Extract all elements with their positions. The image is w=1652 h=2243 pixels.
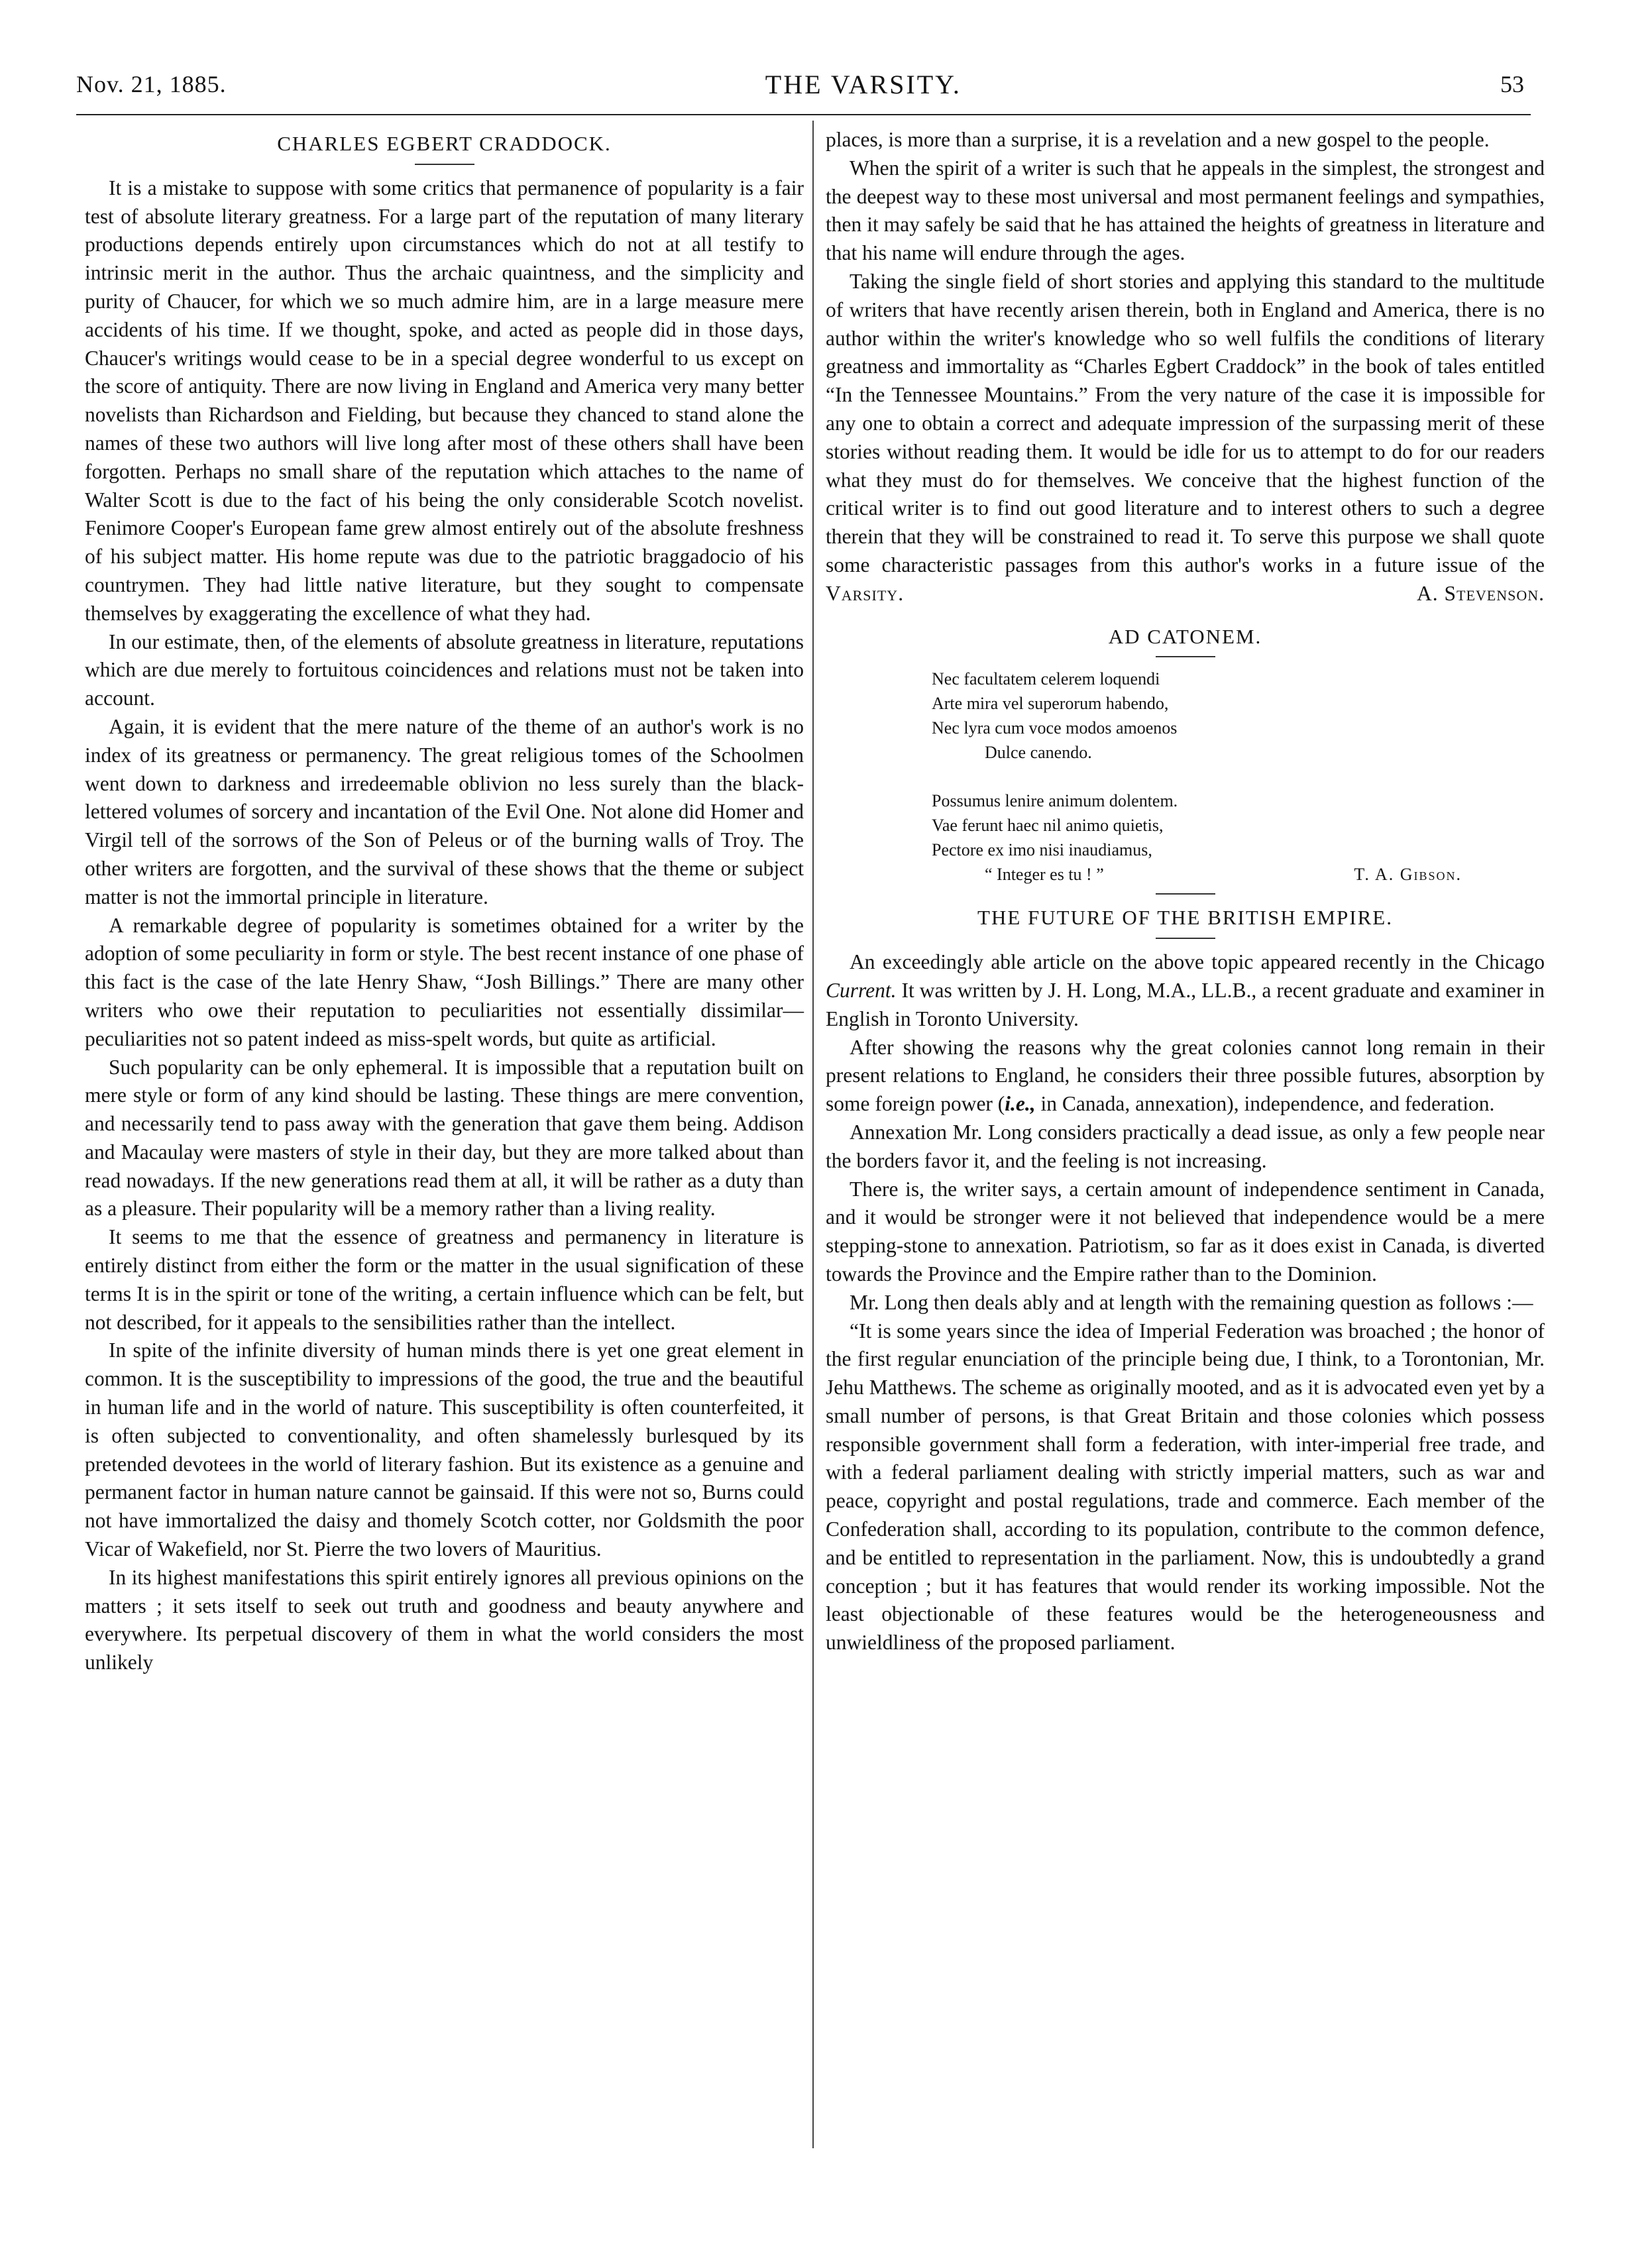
paragraph: Annexation Mr. Long considers practically a dead issue, as only a few people near the borders favor it, and the feeling is not increasing. <box>826 1120 1545 1172</box>
paragraph: “It is some years since the idea of Imperial Federation was broached ; the honor of the first regular enunciation of the principle being due, I think, to a Torontonian, Mr. Jehu Matthews. The scheme as originally mooted, and as it is advocated even yet by a small number of persons, is that Great Britain and those colonies which possess responsible government shall form a federation, with inter-imperial free trade, and with a federal parliament dealing with strictly imperial matters, such as war and peace, copyright and postal regulations, trade and commerce. Each member of the Confederation shall, according to its population, contribute to the common defence, and be entitled to representation in the parliament. Now, this is undoubtedly a grand conception ; but it has features that would render its working impossible. Not the least objectionable of these features would be the heterogeneousness and unwieldliness of the proposed parliament. <box>826 1319 1545 1655</box>
paragraph: A remarkable degree of popularity is sometimes obtained for a writer by the adoption of some peculiarity in form or style. The best recent instance of one phase of this fact is the case of the late Henry Shaw, “Josh Billings.” There are many other writers who owe their reputation to peculiarities not essentially dissimilar—peculiarities not so patent indeed as miss-spelt words, but quite as artificial. <box>85 913 804 1050</box>
paragraph-text: Taking the single field of short stories and applying this standard to the multitude of writers that have recently arisen therein, both in England and America, there is no author within the writer's knowledge who so well fulfils the conditions of literary greatness and immortality as “Charles Egbert Craddock” in the book of tales entitled “In the Tennessee Mountains.” From the very nature of the case it is impossible for any one to obtain a correct and adequate impression of the surpassing merit of these stories without reading them. It would be idle for us to attempt to do for our readers what they must do for themselves. We conceive that the highest function of the critical writer is to find out good literature and to interest others to such a degree therein that they will be constrained to read it. To serve this purpose we shall quote some characteristic passages from this author's works in a future issue of the <box>826 269 1545 576</box>
poem-line: Nec lyra cum voce modos amoenos <box>932 718 1178 738</box>
article-heading: CHARLES EGBERT CRADDOCK. <box>277 132 612 155</box>
paragraph: There is, the writer says, a certain amount of independence sentiment in Canada, and it would be stronger were it not believed that independence would be a mere stepping-stone to annexation. Patriotism, so far as it does exist in Canada, is diverted towards the Province and the Empire rather than to the Dominion. <box>826 1177 1545 1286</box>
paragraph: When the spirit of a writer is such that he appeals in the simplest, the strongest and the deepest way to these most universal and most permanent feelings and sympathies, then it may safely be said that he has attained the heights of greatness in literature and that his name will endure through the ages. <box>826 156 1545 265</box>
poem-author: T. A. Gibson. <box>1354 865 1462 885</box>
periodical-name: Current. <box>826 978 897 1002</box>
issue-date: Nov. 21, 1885. <box>76 71 227 97</box>
heading-rule <box>1156 938 1215 939</box>
paragraph-text: It was written by J. H. Long, M.A., LL.B., a recent graduate and examiner in English in Toronto University. <box>826 978 1545 1030</box>
abbreviation: i.e., <box>1005 1092 1036 1116</box>
poem-line: Dulce canendo. <box>985 743 1092 763</box>
poem-heading: AD CATONEM. <box>1108 624 1262 648</box>
poem-line: Nec facultatem celerem loquendi <box>932 669 1160 689</box>
masthead-rule <box>76 114 1531 115</box>
poem-line: Arte mira vel superorum habendo, <box>932 694 1169 714</box>
paragraph: Such popularity can be only ephemeral. It is impossible that a reputation built on mere style or form of any kind should be lasting. These things are mere convention, and necessarily tend to pass away with the generation that gave them being. Addison and Macaulay were masters of style in their day, but they are more talked about than read nowadays. If the new generations read them at all, it will be rather as a duty than as a pleasure. Their popularity will be a memory rather than a living reality. <box>85 1055 804 1221</box>
poem-line: Possumus lenire animum dolentem. <box>932 791 1178 811</box>
paragraph <box>826 948 1545 1033</box>
paragraph-text: After showing the reasons why the great colonies cannot long remain in their present relations to England, he considers their three possible futures, absorption by some foreign power ( <box>826 1035 1545 1116</box>
stanza-gap <box>932 765 1545 789</box>
publication-name: Varsity. <box>826 581 905 605</box>
poem-last-row <box>932 862 1462 887</box>
poem <box>932 667 1545 887</box>
paragraph: In our estimate, then, of the elements of absolute greatness in literature, reputations which are due merely to fortuitous coincidences and relations must not be taken into account. <box>85 629 804 710</box>
poem-line: Pectore ex imo nisi inaudiamus, <box>932 840 1152 860</box>
article-author: A. Stevenson. <box>1417 581 1545 605</box>
paragraph: It seems to me that the essence of greatness and permanency in literature is entirely distinct from either the form or the matter in the usual signification of these terms It is in the spirit or tone of the writing, a certain influence which can be felt, but not described, for it appeals to the sensibilities rather than the intellect. <box>85 1225 804 1334</box>
poem-line: Vae ferunt haec nil animo quietis, <box>932 816 1164 836</box>
heading-rule <box>1156 656 1215 657</box>
left-column <box>85 126 804 1677</box>
paragraph-text: An exceedingly able article on the above topic appeared recently in the Chicago <box>850 950 1545 974</box>
paragraph: Again, it is evident that the mere nature of the theme of an author's work is no index of its greatness or permanency. The great religious tomes of the Schoolmen went down to darkness and irredeemable oblivion no less surely than the black-lettered volumes of sorcery and incantation of the Evil One. Not alone did Homer and Virgil tell of the sorrows of the Son of Peleus or of the burning walls of Troy. The other writers are forgotten, and the survival of these shows that the theme or subject matter is not the immortal principle in literature. <box>85 714 804 908</box>
poem-line: “ Integer es tu ! ” <box>985 865 1104 885</box>
article-heading: THE FUTURE OF THE BRITISH EMPIRE. <box>977 906 1393 930</box>
column-divider <box>812 121 814 2148</box>
heading-rule <box>415 164 474 165</box>
section-rule <box>1156 893 1215 895</box>
paragraph: It is a mistake to suppose with some critics that permanence of popularity is a fair test of absolute literary greatness. For a large part of the reputation of many literary productions depends entirely upon circumstances which do not at all testify to intrinsic merit in the author. Thus the archaic quaintness, and the simplicity and purity of Chaucer, for which we so much admire him, are in a large measure mere accidents of his time. If we thought, spoke, and acted as people did in those days, Chaucer's writings would cease to be in a special degree wonderful to us except on the score of antiquity. There are now living in England and America very many better novelists than Richardson and Fielding, but because they chanced to stand alone the names of these two authors will live long after most of these others shall have been forgotten. Perhaps no small share of the reputation which attaches to the name of Walter Scott is due to the fact of his being the only considerable Scotch novelist. Fenimore Cooper's European fame grew almost entirely out of the absolute freshness of his subject matter. His home repute was due to the patriotic braggadocio of his countrymen. They had little native literature, but they sought to compensate themselves by exaggerating the excellence of what they had. <box>85 176 804 625</box>
masthead <box>76 61 1531 107</box>
right-column <box>826 126 1545 1657</box>
paragraph <box>826 1034 1545 1119</box>
paragraph: In its highest manifestations this spirit entirely ignores all previous opinions on the matters ; it sets itself to seek out truth and goodness and beauty anywhere and everywhere. Its perpetual discovery of them in what the world considers the most unlikely <box>85 1565 804 1674</box>
paragraph: places, is more than a surprise, it is a revelation and a new gospel to the people. <box>826 128 1490 151</box>
publication-title: THE VARSITY. <box>765 69 962 99</box>
paragraph: In spite of the infinite diversity of human minds there is yet one great element in common. It is the susceptibility to impressions of the good, the true and the beautiful in human life and in the world of nature. This susceptibility is often counterfeited, it is often subjected to conventionality, and often shamelessly burlesqued by its pretended devotees in the world of literary fashion. But its existence as a genuine and permanent factor in human nature cannot be gainsaid. If this were not so, Burns could not have immortalized the daisy and thomely Scotch cotter, nor Goldsmith the poor Vicar of Wakefield, nor St. Pierre the two lovers of Mauritius. <box>85 1339 804 1561</box>
page-number: 53 <box>1500 71 1524 97</box>
paragraph: Mr. Long then deals ably and at length with the remaining question as follows :— <box>850 1290 1533 1314</box>
paragraph-text: in Canada, annexation), independence, and federation. <box>1040 1092 1495 1116</box>
paragraph <box>826 268 1545 608</box>
